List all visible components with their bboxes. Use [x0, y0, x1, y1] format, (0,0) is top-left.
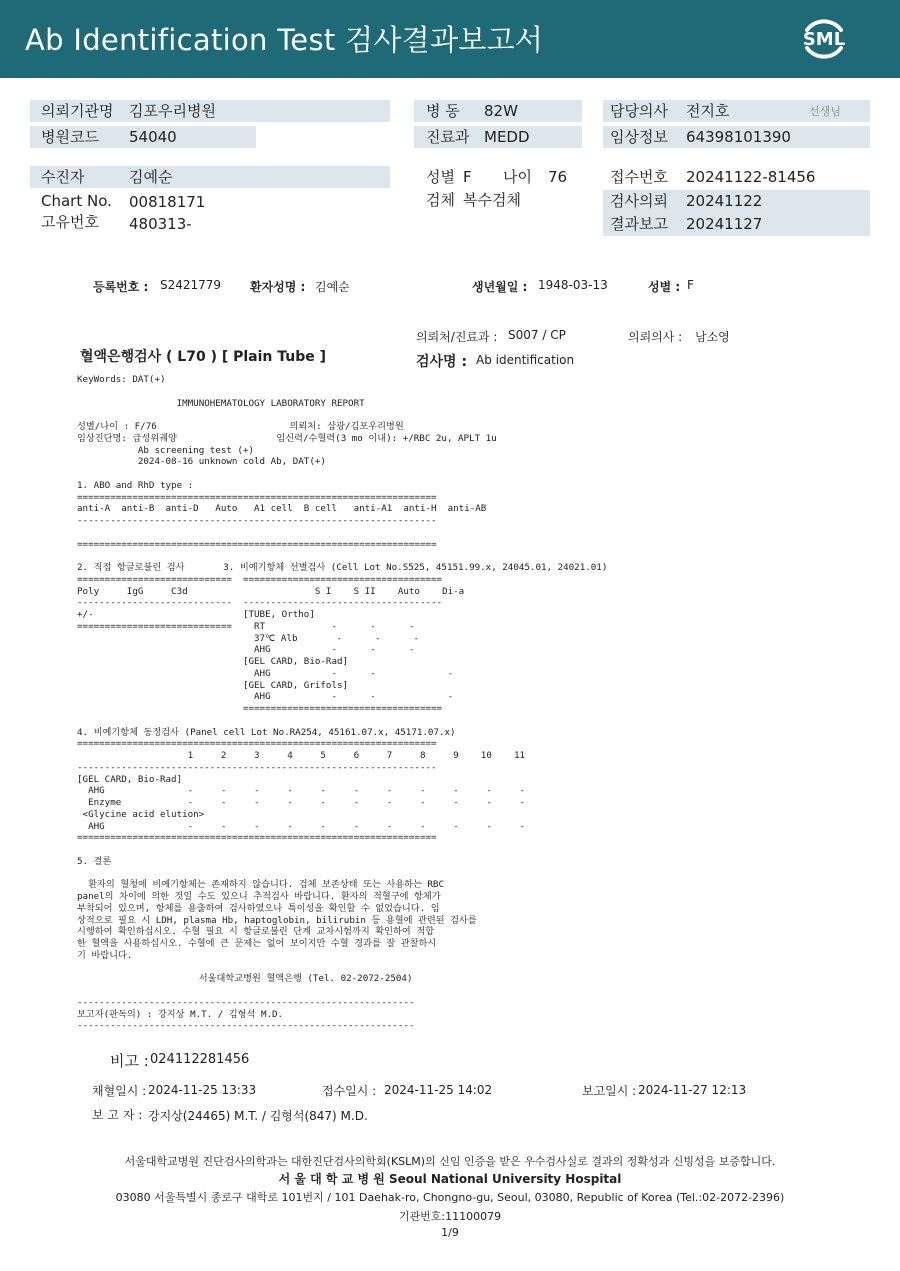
form-sex-label: 성별 : [648, 280, 681, 294]
clinical-label: 임상정보 [610, 128, 668, 146]
specimen-value: 복수검체 [463, 191, 521, 209]
logo-text: SML [802, 29, 846, 50]
hospital-value: 김포우리병원 [129, 102, 216, 120]
age-value: 76 [548, 168, 568, 186]
doctor-label: 담당의사 [610, 102, 668, 120]
req-doctor-label: 의뢰의사 : [628, 330, 683, 344]
lab-report-body: KeyWords: DAT(+) IMMUNOHEMATOLOGY LABORATORY REPORT 성별/나이 : F/76 의뢰처: 삼광/김포우리병원 임상진단명: 급성위궤양 임신력/수혈력(3 mo 이내): +/RBC 2u, APLT 1u Ab screening test (+) 2024-08-16 unknown cold Ab, DAT(+) 1. ABO and RhD type : ================================================================= anti-A anti-B anti-D Auto A1 cell B cell anti-A1 anti-H anti-AB ----------------------------------------------------------------- ================================================================= 2. 직접 항글로불린 검사 3. 비예기항체 선별검사 (Cell Lot No.S525, 45151.99.x, 24045.01, 24021.01) ============================ ==================================== Poly IgG C3d S I S II Auto Di-a ---------------------------- ------------------------------------ +/- [TUBE, Ortho] ============================ RT - - - 37℃ Alb - - - AHG - - - [GEL CARD, Bio-Rad] AHG - - - [GEL CARD, Grifols] AHG - - - ==================================== 4. 비예기항체 동정검사 (Panel cell Lot No.RA254, 45161.07.x, 45171.07.x) ================================================================= 1 2 3 4 5 6 7 8 9 10 11 ----------------------------------------------------------------- [GEL CARD, Bio-Rad] AHG - - - - - - - - - - - Enzyme - - - - - - - - - - - <Glycine acid elution> AHG - - - - - - - - - - - ================================================================= 5. 결론 환자의 혈청에 비예기항체는 존재하지 않습니다. 검체 보존상태 또는 사용하는 RBC panel의 차이에 의한 것일 수도 있으니 추적검사 바랍니다. 환자의 적혈구에 항체가 부착되어 있으며, 항체를 용출하여 검사하였으나 특이성을 확인할 수 없었습니다. 임 상적으로 필요 시 LDH, plasma Hb, haptoglobin, bilirubin 등 용혈에 관련된 검사를 시행하여 확인하십시오. 수혈 필요 시 항글로불린 단계 교차시험까지 확인하여 적합 한 혈액을 사용하십시오. 수혈에 큰 문제는 없어 보이지만 수혈 경과를 잘 관찰하시 기 바랍니다. 서울대학교병원 혈액은행 (Tel. 02-2072-2504) ------------------------------------------------------------- 보고자(판독의) : 강지상 M.T. / 김형석 M.D. ------------------------------------------------------------- [77, 374, 608, 1032]
source-value: S007 / CP [508, 328, 566, 342]
reg-label: 등록번호 : [93, 280, 149, 294]
form-sex-value: F [687, 278, 694, 292]
certification-text: 서울대학교병원 진단검사의학과는 대한진단검사의학회(KSLM)의 신임 인증을 받은 우수검사실로 결과의 정확성과 신빙성을 보증합니다. [124, 1155, 776, 1168]
test-name-value: Ab identification [476, 353, 575, 367]
sex-label: 성별 [426, 168, 455, 186]
patient-value: 김예순 [129, 168, 173, 186]
id-value: 480313- [129, 215, 192, 233]
clinical-value: 64398101390 [686, 128, 791, 146]
ward-value: 82W [484, 102, 518, 120]
request-label: 검사의뢰 [610, 192, 668, 210]
dept-label: 진료과 [426, 128, 470, 146]
accession-value: 20241122-81456 [686, 168, 816, 186]
hospital-name: 서 울 대 학 교 병 원 Seoul National University Hospital [278, 1172, 622, 1186]
id-label: 고유번호 [41, 213, 99, 231]
received-value: 2024-11-25 14:02 [384, 1083, 493, 1097]
reporter-label: 보 고 자 : [92, 1108, 143, 1122]
chart-label: Chart No. [41, 192, 112, 210]
dept-value: MEDD [484, 128, 530, 146]
sex-value: F [463, 168, 472, 186]
test-name-label: 검사명 : [416, 354, 468, 370]
reg-value: S2421779 [160, 278, 222, 292]
name-label: 환자성명 : [250, 280, 306, 294]
test-category: 혈액은행검사 ( L70 ) [ Plain Tube ] [80, 349, 327, 365]
source-label: 의뢰처/진료과 : [416, 330, 498, 344]
chart-value: 00818171 [129, 193, 206, 211]
reporter-value: 강지상(24465) M.T. / 김형석(847) M.D. [148, 1109, 368, 1123]
doctor-suffix: 선생님 [809, 105, 841, 118]
ward-label: 병 동 [426, 102, 460, 120]
hospital-label: 의뢰기관명 [41, 102, 114, 120]
report-title: Ab Identification Test 검사결과보고서 [25, 23, 544, 57]
patient-label: 수진자 [41, 168, 85, 186]
report-header [0, 0, 900, 78]
hospital-address: 03080 서울특별시 종로구 대학로 101번지 / 101 Daehak-ro, Chongno-gu, Seoul, 03080, Republic of Korea (Tel.:02-2072-2396) [115, 1191, 785, 1204]
hospital-code-value: 54040 [129, 128, 177, 146]
dob-value: 1948-03-13 [538, 278, 608, 292]
reported-label: 보고일시 : [582, 1084, 637, 1098]
collected-value: 2024-11-25 13:33 [148, 1083, 257, 1097]
collected-label: 채혈일시 : [92, 1084, 147, 1098]
name-value: 김예순 [315, 280, 350, 294]
received-label: 접수일시 : [322, 1084, 377, 1098]
institution-number: 기관번호:11100079 [398, 1210, 502, 1223]
dob-label: 생년월일 : [472, 280, 528, 294]
hospital-code-label: 병원코드 [41, 128, 99, 146]
request-date-value: 20241122 [686, 192, 763, 210]
specimen-label: 검체 [426, 191, 455, 209]
sml-logo [797, 12, 851, 66]
remark-label: 비고 : [110, 1052, 149, 1070]
page-number: 1/9 [441, 1226, 459, 1239]
report-date-value: 20241127 [686, 215, 763, 233]
reported-value: 2024-11-27 12:13 [638, 1083, 747, 1097]
remark-value: 024112281456 [150, 1052, 250, 1067]
req-doctor-value: 남소영 [695, 330, 730, 344]
age-label: 나이 [503, 168, 532, 186]
accession-label: 접수번호 [610, 168, 668, 186]
report-date-label: 결과보고 [610, 215, 668, 233]
doctor-value: 전지호 [686, 102, 730, 120]
